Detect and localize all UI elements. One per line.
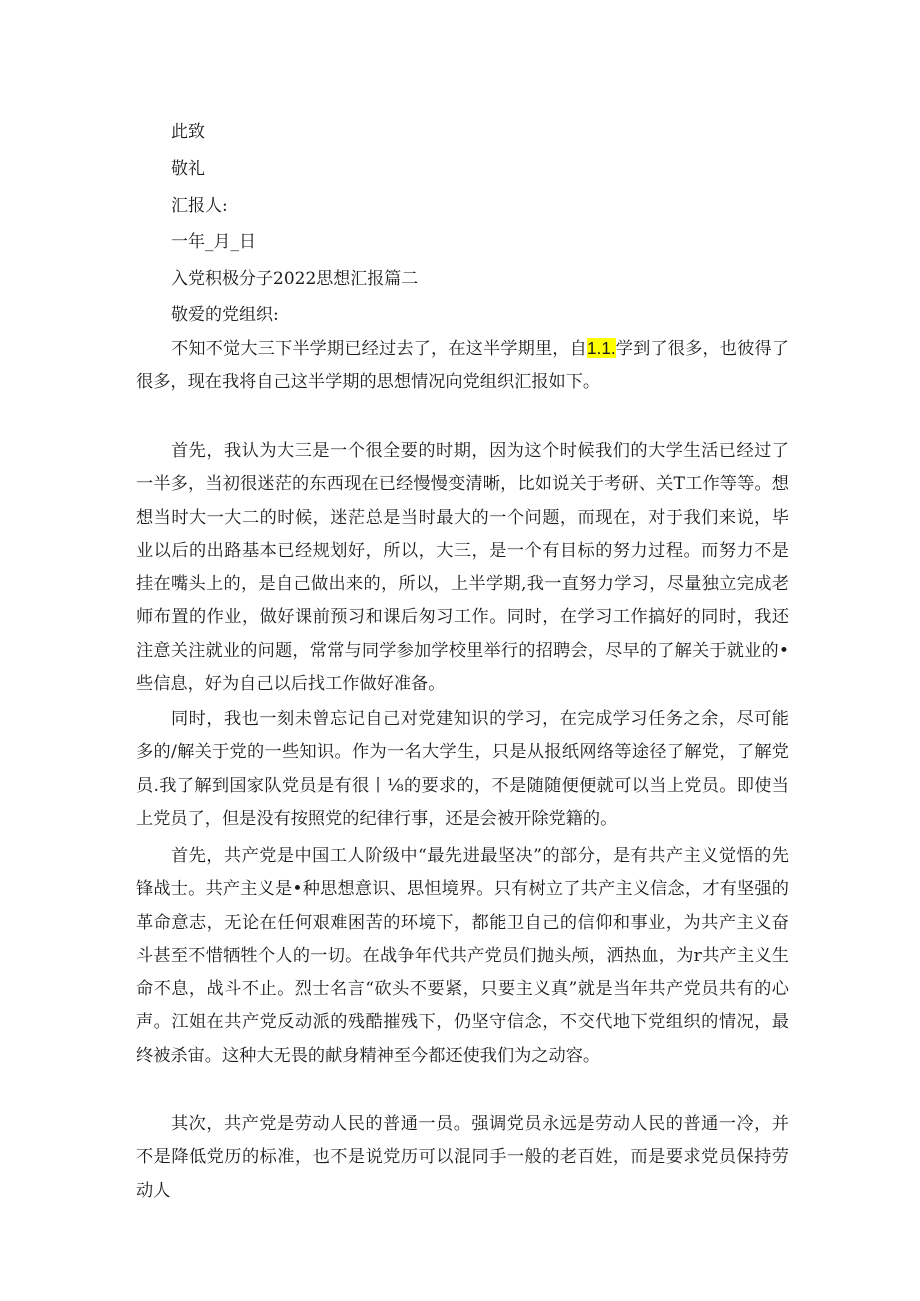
- greeting: 敬爱的党组织:: [171, 305, 279, 325]
- paragraph-3: 同时，我也一刻未曾忘记自己对党建知识的学习，在完成学习任务之余，尽可能多的/解关于党的一些知识。作为一名大学生，只是从报纸网络等途径了解党，了解党员.我了解到国家队党员是有很丨⅛的要求的，不是随随便便就可以当上党员。即使当上党员了，但是没有按照党的纪律行事，还是会被开除党籍的。: [136, 709, 789, 829]
- closing-salutation: 此致: [171, 122, 205, 142]
- date-line: 一年_月_日: [171, 232, 256, 252]
- paragraph-1-text-start: 不知不觉大三下半学期已经过去了，在这半学期里，自: [171, 339, 587, 359]
- section-title: 入党积极分子2022思想汇报篇二: [171, 269, 419, 289]
- closing-regards: 敬礼: [171, 159, 205, 179]
- paragraph-1-text-end: 学到了很多，也彼得了很多，现在我将自己这半学期的思想情况向党组织汇报如下。: [136, 339, 789, 393]
- paragraph-1: [136, 332, 789, 400]
- paragraph-5: 其次，共产党是劳动人民的普通一员。强调党员永远是劳动人民的普通一冷，并不是降低党历的标准，也不是说党历可以混同手一般的老百姓，而是要求党员保持劳动人: [136, 1114, 789, 1201]
- highlighted-text: 1.1.: [586, 338, 616, 358]
- paragraph-2: 首先，我认为大三是一个很全要的时期，因为这个时候我们的大学生活已经过了一半多，当初很迷茫的东西现在已经慢慢变清晰，比如说关于考研、关T工作等等。想想当时大一大二的时候，迷茫总是当时最大的一个问题，而现在，对于我们来说，毕业以后的出路基本已经规划好，所以，大三，是一个有目标的努力过程。而努力不是挂在嘴头上的，是自己做出来的，所以，上半学期,我一直努力学习，尽量独立完成老师布置的作业，做好课前预习和课后匆习工作。同时，在学习工作搞好的同时，我还注意关注就业的问题，常常与同学参加学校里举行的招聘会，尽早的了解关于就业的•些信息，好为自己以后找工作做好准备。: [136, 441, 789, 695]
- paragraph-4: 首先，共产党是中国工人阶级中“最先进最坚决”的部分，是有共产主义觉悟的先锋战士。共产主义是•种思想意识、思怛境界。只有树立了共产主义信念，才有坚强的革命意志，无论在任何艰难困苦的环境下，都能卫自己的信仰和事业，为共产主义奋斗甚至不惜牺牲个人的一切。在战争年代共产党员们抛头颅，洒热血，为r共产主义生命不息，战斗不止。烈士名言“砍头不要紧，只要主义真”就是当年共产党员共有的心声。江姐在共产党反动派的残酷摧残下，仍坚守信念，不交代地下党组织的情况，最终被杀宙。这种大无畏的献身精神至今都还使我们为之动容。: [136, 846, 789, 1066]
- reporter-label: 汇报人:: [171, 196, 228, 216]
